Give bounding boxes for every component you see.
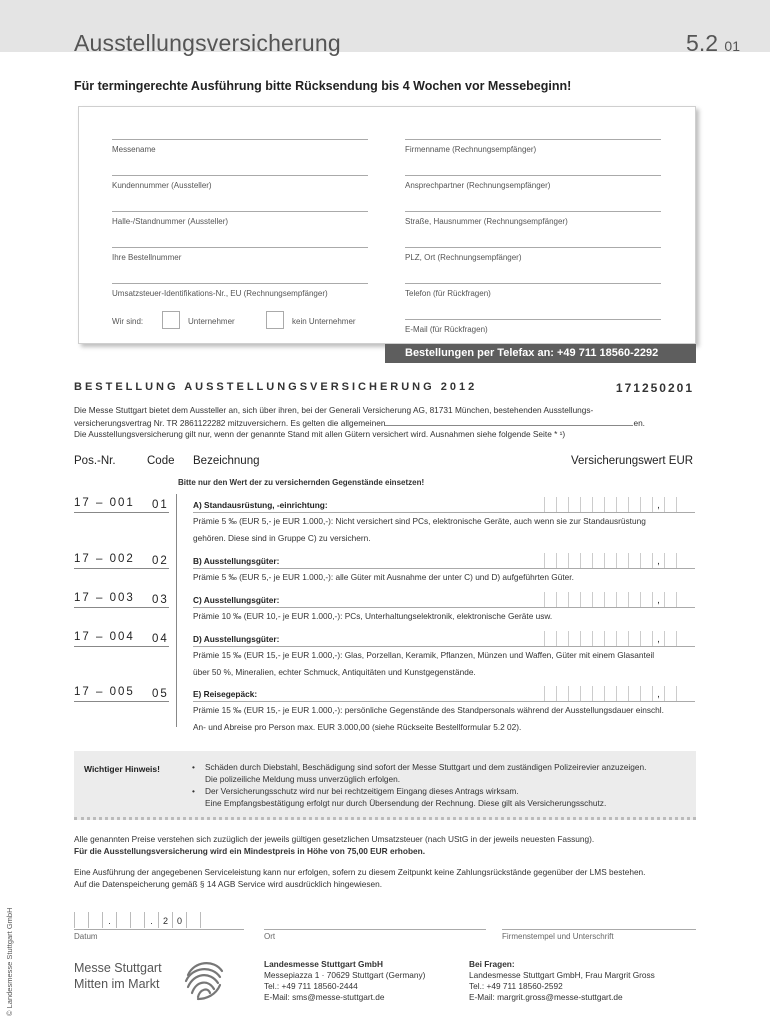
date-dot-2: . [144,912,158,928]
row-3-sep [74,607,169,608]
prices-note [74,834,714,857]
brand-name-2: Mitten im Markt [74,977,160,991]
row-5-value-input[interactable] [544,686,688,701]
hint-2a: Der Versicherungsschutz wird nur bei rechtzeitigem Eingang dieses Antrags wirksam. [205,786,519,796]
row-1-code: 01 [152,499,169,511]
hint-bullet-1 [192,761,692,773]
brand-name-1: Messe Stuttgart [74,961,162,975]
row-5-title: E) Reisegepäck: [193,689,258,699]
hint-1a: Schäden durch Diebstahl, Beschädigung sind sofort der Messe Stuttgart und dem zuständigen Polizeirevier anzuzeigen. [205,762,647,772]
signature-label: Firmenstempel und Unterschrift [502,932,614,941]
page-title: Ausstellungsversicherung [74,30,341,56]
hint-bullet-2-cont: Eine Empfangsbestätigung erfolgt nur durch Übersendung der Rechnung. Diese gilt als Versicherungsschutz. [205,798,607,808]
row-3-desc: Prämie 10 ‰ (EUR 10,- je EUR 1.000,-): PCs, Unterhaltungselektronik, elektronische Geräte usw. [193,611,553,621]
row-3-value-input[interactable] [544,592,688,607]
row-5-desc-1: Prämie 15 ‰ (EUR 15,- je EUR 1.000,-): persönliche Gegenstände des Standpersonals während der Ausstellungsdauer einschl. [193,705,664,715]
row-1-value-input[interactable] [544,497,688,512]
checkbox-unternehmer[interactable] [162,311,180,329]
copyright: © Landesmesse Stuttgart GmbH [5,907,14,1016]
form-number-main: 5.2 [686,30,719,56]
customer-data-card [78,106,696,344]
row-4-desc-1: Prämie 15 ‰ (EUR 15,- je EUR 1.000,-): Glas, Porzellan, Keramik, Pflanzen, Münzen und Waffen, Güter mit einem Glasanteil [193,650,655,660]
intro-line-1: Die Messe Stuttgart bietet dem Aussteller an, sich über ihren, bei der Generali Versicherung AG, 81731 München, bestehenden Ausstellungs- [74,405,594,415]
row-5-desc [193,702,703,736]
col-pos: Pos.-Nr. [74,455,116,467]
company-contact [264,959,425,1003]
row-4-desc [193,647,703,681]
form-number-suffix: 01 [724,38,740,54]
company-address: Messepiazza 1 · 70629 Stuttgart (Germany) [264,970,426,980]
field-firmenname[interactable]: Firmenname (Rechnungsempfänger) [405,139,661,154]
intro-line-2b: en. [633,417,645,428]
row-5-desc-2: An- und Abreise pro Person max. EUR 3.000,00 (siehe Rückseite Bestellformular 5.2 02). [193,722,522,732]
questions-name: Landesmesse Stuttgart GmbH, Frau Margrit Gross [469,970,655,980]
row-3-code: 03 [152,594,169,606]
table-divider [176,494,177,727]
row-1-desc [193,513,703,547]
row-3-title: C) Ausstellungsgüter: [193,595,280,605]
hint-bullet-2 [192,785,692,797]
fax-banner: Bestellungen per Telefax an: +49 711 18560-2292 [385,344,696,363]
row-2-comma: , [652,553,664,568]
row-4-value-input[interactable] [544,631,688,646]
row-4-sep [74,646,169,647]
field-bestellnummer[interactable]: Ihre Bestellnummer [112,247,368,262]
row-4-code: 04 [152,633,169,645]
field-ansprechpartner[interactable]: Ansprechpartner (Rechnungsempfänger) [405,175,661,190]
signature-line[interactable] [502,929,696,930]
row-5-comma: , [652,686,664,701]
row-2-pos: 17 – 002 [74,553,135,565]
row-3-pos: 17 – 003 [74,592,135,604]
row-2-desc: Prämie 5 ‰ (EUR 5,- je EUR 1.000,-): alle Güter mit Ausnahme der unter C) und D) aufgeführten Güter. [193,572,574,582]
row-5-sep [74,701,169,702]
date-digit-0: 0 [172,912,186,928]
row-1-desc-1: Prämie 5 ‰ (EUR 5,- je EUR 1.000,-): Nicht versichert sind PCs, elektronische Geräte, auch wenn sie zur Standausrüstung [193,516,646,526]
unternehmer-label: Unternehmer [188,317,235,326]
hint-title: Wichtiger Hinweis! [84,764,160,774]
table-note: Bitte nur den Wert der zu versichernden Gegenstände einsetzen! [178,478,425,487]
messe-logo-icon [180,955,228,1003]
questions-email[interactable]: E-Mail: margrit.gross@messe-stuttgart.de [469,992,623,1002]
conditions-blank[interactable] [385,417,633,426]
row-2-sep [74,568,169,569]
checkbox-kein-unternehmer[interactable] [266,311,284,329]
row-5-code: 05 [152,688,169,700]
date-line [74,929,244,930]
hint-bullet-1-cont: Die polizeiliche Meldung muss unverzüglich erfolgen. [205,774,401,784]
row-1-sep [74,512,169,513]
service-line-2: Auf die Datenspeicherung gemäß § 14 AGB Service wird ausdrücklich hingewiesen. [74,878,383,889]
service-note [74,867,714,890]
prices-line-2: Für die Ausstellungsversicherung wird ein Mindestpreis in Höhe von 75,00 EUR erhoben. [74,845,426,856]
field-plz-ort[interactable]: PLZ, Ort (Rechnungsempfänger) [405,247,661,262]
service-line-1: Eine Ausführung der angegebenen Serviceleistung kann nur erfolgen, sofern zu diesem Zeitpunkt keine Zahlungsrückstände gegenüber der LMS bestehen. [74,867,646,877]
deadline-note: Für termingerechte Ausführung bitte Rücksendung bis 4 Wochen vor Messebeginn! [74,79,572,93]
date-label: Datum [74,932,98,941]
form-number [686,30,740,57]
order-title: BESTELLUNG AUSSTELLUNGSVERSICHERUNG 2012 [74,381,478,393]
field-standnummer[interactable]: Halle-/Standnummer (Aussteller) [112,211,368,226]
field-telefon[interactable]: Telefon (für Rückfragen) [405,283,661,298]
company-email[interactable]: E-Mail: sms@messe-stuttgart.de [264,992,385,1002]
row-1-comma: , [652,497,664,512]
wir-sind-label: Wir sind: [112,317,144,326]
place-label: Ort [264,932,276,941]
field-strasse[interactable]: Straße, Hausnummer (Rechnungsempfänger) [405,211,661,226]
row-4-desc-2: über 50 %, Mineralien, echter Schmuck, Antiquitäten und Kunstgegenstände. [193,667,476,677]
place-line[interactable] [264,929,486,930]
order-number: 171250201 [615,381,694,395]
intro-line-3: Die Ausstellungsversicherung gilt nur, wenn der genannte Stand mit allen Gütern versichert wird. Ausnahmen siehe folgende Seite * ¹) [74,429,566,439]
hint-text [192,761,692,809]
row-2-title: B) Ausstellungsgüter: [193,556,280,566]
field-kundennummer[interactable]: Kundennummer (Aussteller) [112,175,368,190]
date-dot-1: . [102,912,116,928]
col-code: Code [147,455,175,467]
company-name: Landesmesse Stuttgart GmbH [264,959,383,969]
field-email[interactable]: E-Mail (für Rückfragen) [405,319,661,334]
questions-contact [469,959,655,1003]
brand-name [74,960,162,992]
col-desc: Bezeichnung [193,455,260,467]
questions-tel: Tel.: +49 711 18560-2592 [469,981,563,991]
row-5-pos: 17 – 005 [74,686,135,698]
prices-line-1: Alle genannten Preise verstehen sich zuzüglich der jeweils gültigen gesetzlichen Umsatzsteuer (nach UStG in der jeweils neuesten Fassung). [74,834,595,844]
row-1-pos: 17 – 001 [74,497,135,509]
field-messename[interactable]: Messename [112,139,368,154]
questions-heading: Bei Fragen: [469,959,515,969]
row-1-title: A) Standausrüstung, -einrichtung: [193,500,328,510]
row-3-comma: , [652,592,664,607]
bullet-icon: • [192,762,195,772]
intro-line-2a: versicherungsvertrag Nr. TR 2861122282 mitzuversichern. Es gelten die allgemeinen [74,417,386,428]
row-4-pos: 17 – 004 [74,631,135,643]
order-intro [74,405,704,441]
row-4-comma: , [652,631,664,646]
date-input[interactable] [74,912,214,928]
col-value: Versicherungswert EUR [571,455,694,467]
kein-unternehmer-label: kein Unternehmer [292,317,356,326]
company-tel: Tel.: +49 711 18560-2444 [264,981,358,991]
field-ust-id[interactable]: Umsatzsteuer-Identifikations-Nr., EU (Rechnungsempfänger) [112,283,368,298]
bullet-icon: • [192,786,195,796]
row-2-value-input[interactable] [544,553,688,568]
row-2-code: 02 [152,555,169,567]
row-1-desc-2: gehören. Diese sind in Gruppe C) zu versichern. [193,533,371,543]
intro-line-2 [74,417,704,430]
date-digit-2: 2 [158,912,172,928]
row-4-title: D) Ausstellungsgüter: [193,634,280,644]
